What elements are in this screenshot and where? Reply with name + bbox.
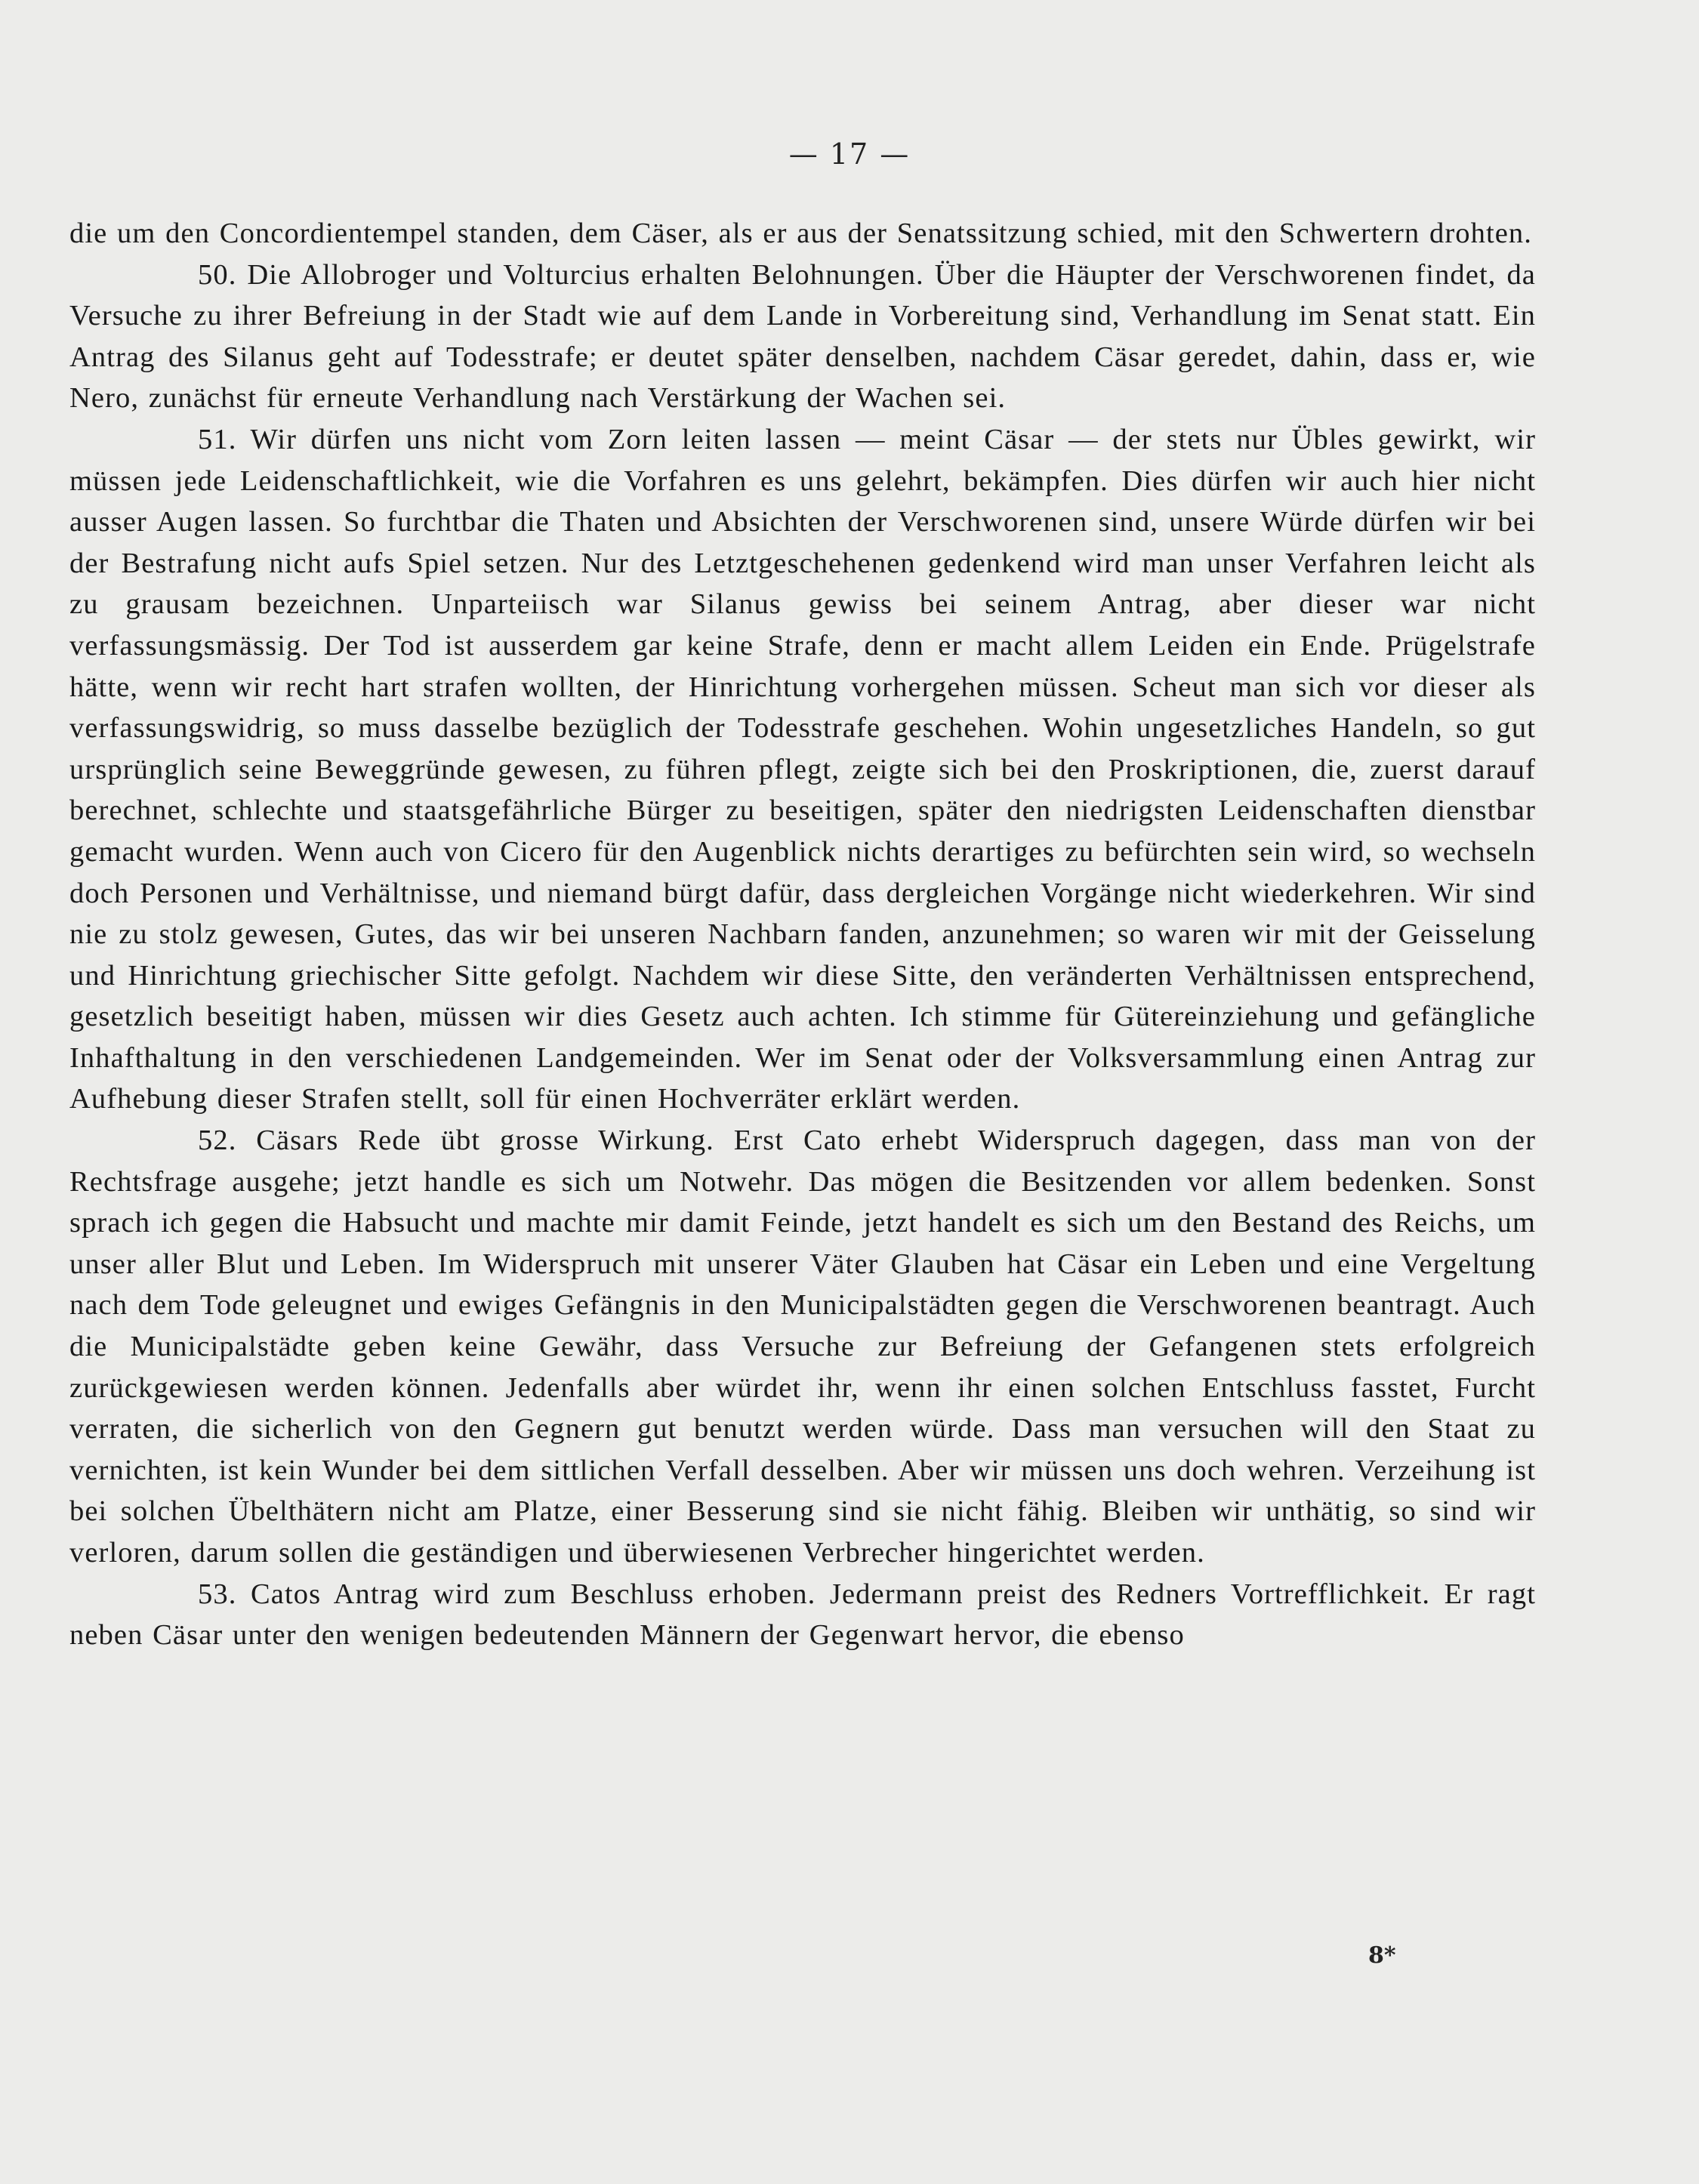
body-text	[69, 213, 1536, 1656]
paragraph-52: 52. Cäsars Rede übt grosse Wirkung. Erst Cato erhebt Widerspruch dagegen, dass man von der Rechtsfrage ausgehe; jetzt handle es sich um Notwehr. Das mögen die Besitzenden vor allem bedenken. Sonst sprach ich gegen die Habsucht und machte mir damit Feinde, jetzt handelt es sich um den Bestand des Reichs, um unser aller Blut und Leben. Im Widerspruch mit unserer Väter Glauben hat Cäsar ein Leben und eine Vergeltung nach dem Tode geleugnet und ewiges Gefängnis in den Municipalstädten gegen die Verschworenen beantragt. Auch die Municipalstädte geben keine Gewähr, dass Versuche zur Befreiung der Gefangenen stets erfolgreich zurückgewiesen werden können. Jedenfalls aber würdet ihr, wenn ihr einen solchen Entschluss fasstet, Furcht verraten, die sicherlich von den Gegnern gut benutzt werden würde. Dass man versuchen will den Staat zu vernichten, ist kein Wunder bei dem sittlichen Verfall desselben. Aber wir müssen uns doch wehren. Verzeihung ist bei solchen Übelthätern nicht am Platze, einer Besserung sind sie nicht fähig. Bleiben wir unthätig, so sind wir verloren, darum sollen die geständigen und überwiesenen Verbrecher hingerichtet werden.	[69, 1124, 1536, 1569]
paragraph-50: 50. Die Allobroger und Volturcius erhalten Belohnungen. Über die Häupter der Verschworenen findet, da Versuche zu ihrer Befreiung in der Stadt wie auf dem Lande in Vorbereitung sind, Verhandlung im Senat statt. Ein Antrag des Silanus geht auf Todesstrafe; er deutet später denselben, nachdem Cäsar geredet, dahin, dass er, wie Nero, zunächst für erneute Verhandlung nach Verstärkung der Wachen sei.	[69, 258, 1536, 415]
paragraph-51: 51. Wir dürfen uns nicht vom Zorn leiten lassen — meint Cäsar — der stets nur Übles gewirkt, wir müssen jede Leidenschaftlichkeit, wie die Vorfahren es uns gelehrt, bekämpfen. Dies dürfen wir auch hier nicht ausser Augen lassen. So furchtbar die Thaten und Absichten der Verschworenen sind, unsere Würde dürfen wir bei der Bestrafung nicht aufs Spiel setzen. Nur des Letztgeschehenen gedenkend wird man unser Verfahren leicht als zu grausam bezeichnen. Unparteiisch war Silanus gewiss bei seinem Antrag, aber dieser war nicht verfassungsmässig. Der Tod ist ausserdem gar keine Strafe, denn er macht allem Leiden ein Ende. Prügelstrafe hätte, wenn wir recht hart strafen wollten, der Hinrichtung vorhergehen müssen. Scheut man sich vor dieser als verfassungswidrig, so muss dasselbe bezüglich der Todesstrafe geschehen. Wohin ungesetzliches Handeln, so gut ursprünglich seine Beweggründe gewesen, zu führen pflegt, zeigte sich bei den Proskriptionen, die, zuerst darauf berechnet, schlechte und staatsgefährliche Bürger zu beseitigen, später den niedrigsten Leidenschaften dienstbar gemacht wurden. Wenn auch von Cicero für den Augenblick nichts derartiges zu befürchten sein wird, so wechseln doch Personen und Verhältnisse, und niemand bürgt dafür, dass dergleichen Vorgänge nicht wiederkehren. Wir sind nie zu stolz gewesen, Gutes, das wir bei unseren Nachbarn fanden, anzunehmen; so waren wir mit der Geisselung und Hinrichtung griechischer Sitte gefolgt. Nachdem wir diese Sitte, den veränderten Verhältnissen entsprechend, gesetzlich beseitigt haben, müssen wir dies Gesetz auch achten. Ich stimme für Gütereinziehung und gefängliche Inhafthaltung in den verschiedenen Landgemeinden. Wer im Senat oder der Volksversammlung einen Antrag zur Aufhebung dieser Strafen stellt, soll für einen Hochverräter erklärt werden.	[69, 423, 1536, 1115]
paragraph-53: 53. Catos Antrag wird zum Beschluss erhoben. Jedermann preist des Redners Vortrefflichkeit. Er ragt neben Cäsar unter den wenigen bedeutenden Männern der Gegenwart hervor, die ebenso	[69, 1578, 1536, 1652]
printer-signature-mark: 8*	[1368, 1942, 1396, 1969]
page-number: — 17 —	[788, 137, 911, 171]
paragraph-continuation: die um den Concordientempel standen, dem Cäser, als er aus der Senatssitzung schied, mit den Schwertern drohten.	[69, 217, 1533, 249]
